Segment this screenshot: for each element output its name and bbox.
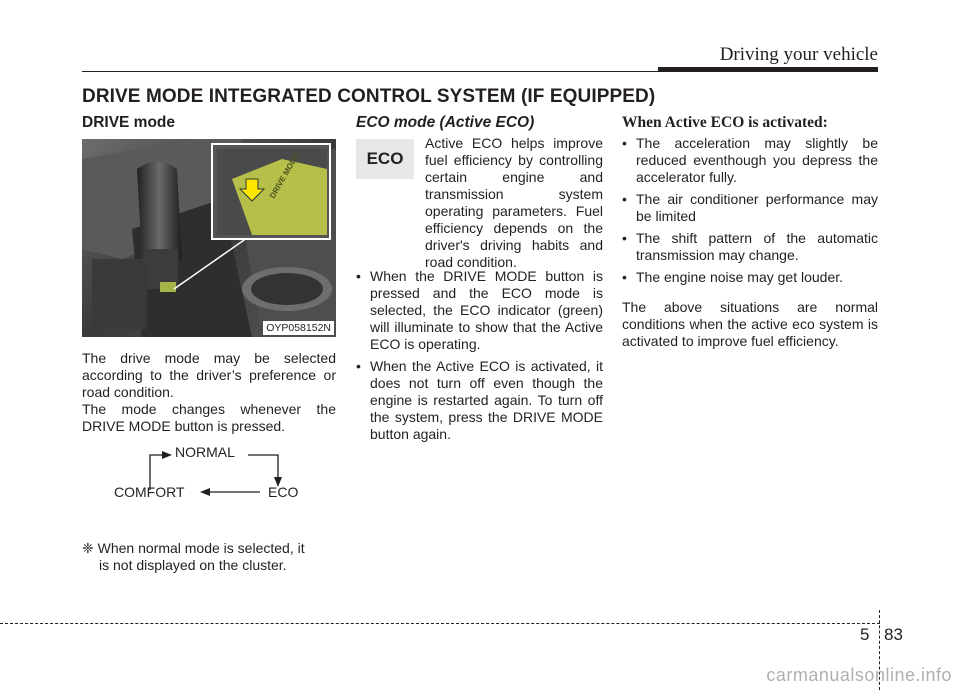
active-eco-bullet: • The air conditioner performance may be limited [622,191,878,225]
note-symbol: ❈ [82,540,94,556]
note-line2: is not displayed on the cluster. [99,557,287,573]
eco-bullet: • When the DRIVE MODE button is pressed and the ECO mode is selected, the ECO indicator (green) will illuminate to show that the Active ECO is operating. [356,268,603,353]
drive-mode-description: The drive mode may be selected according to the driver’s preference or road condition. [82,350,336,400]
mode-note [82,540,336,574]
drive-mode-button-label: DRIVE MODE [267,151,302,200]
header-title: Driving your vehicle [719,44,878,65]
page-number: 83 [884,625,903,644]
drive-mode-photo [82,139,336,337]
active-eco-heading: When Active ECO is activated: [622,114,828,131]
drive-mode-change-description: The mode changes whenever the DRIVE MODE button is pressed. [82,401,336,434]
eco-mode-intro: Active ECO helps improve fuel efficiency by controlling certain engine and transmission system operating parameters. Fuel efficiency depends on the driver's driving habits and road condition. [425,135,603,270]
mode-cycle-diagram [110,443,310,505]
section-title: DRIVE MODE INTEGRATED CONTROL SYSTEM (IF EQUIPPED) [82,86,656,107]
footer-rule [0,623,880,624]
eco-mode-bullets [356,268,603,448]
note-line1: When normal mode is selected, it [97,540,305,556]
active-eco-bullet: • The acceleration may slightly be reduced eventhough you depress the accelerator fully. [622,135,878,186]
active-eco-bullet: • The shift pattern of the automatic transmission may change. [622,230,878,264]
eco-mode-heading: ECO mode (Active ECO) [356,114,535,131]
active-eco-bullet: • The engine noise may get louder. [622,269,878,286]
mode-normal-label: NORMAL [175,444,235,460]
active-eco-bullets [622,135,878,291]
console-illustration [82,139,336,337]
mode-comfort-label: COMFORT [114,484,185,500]
active-eco-summary: The above situations are normal conditions when the active eco system is activated to improve fuel efficiency. [622,299,878,349]
chapter-number: 5 [860,625,870,644]
header-rule-accent [658,67,878,72]
drive-mode-heading: DRIVE mode [82,114,176,131]
mode-eco-label: ECO [268,484,299,500]
eco-indicator-icon: ECO [356,139,414,179]
watermark: carmanualsonline.info [766,665,952,685]
eco-bullet: • When the Active ECO is activated, it does not turn off even though the engine is restarted again. To turn off the system, press the DRIVE MODE button again. [356,358,603,443]
photo-code: OYP058152N [263,321,334,335]
